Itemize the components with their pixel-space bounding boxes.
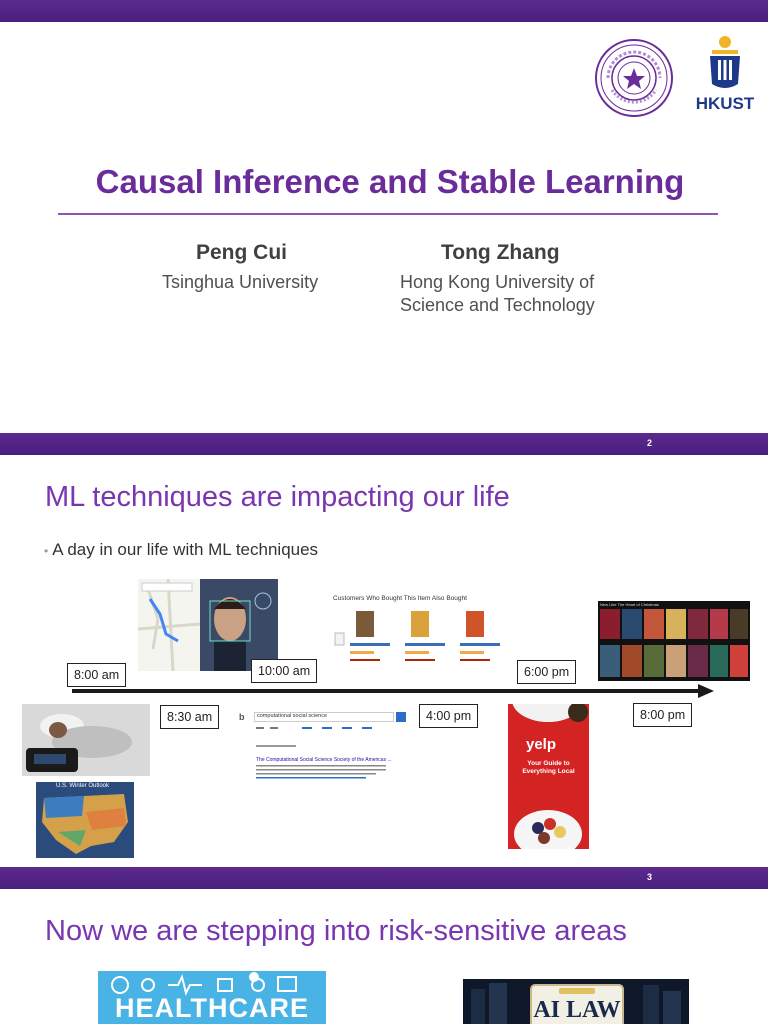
- yelp-tagline-1: Your Guide to: [527, 760, 570, 767]
- author-name-1: Peng Cui: [196, 241, 288, 264]
- author-affiliation-1: Tsinghua University: [162, 272, 319, 292]
- sleep-tracker-image: [22, 704, 150, 776]
- weather-outlook-map-image: [36, 782, 134, 858]
- amazon-header-text: Customers Who Bought This Item Also Bought: [333, 595, 467, 602]
- yelp-wordmark: yelp: [526, 736, 557, 753]
- time-label-600pm: 6:00 pm: [517, 660, 576, 684]
- yelp-tagline-2: Everything Local: [522, 768, 575, 775]
- slide-top-bar: [0, 0, 768, 22]
- time-label-400pm: 4:00 pm: [419, 704, 478, 728]
- bullet-icon: •: [44, 544, 49, 558]
- bing-logo-icon: b: [239, 712, 245, 722]
- author-affiliation-2-line2: Science and Technology: [400, 295, 595, 315]
- slide-title: [0, 0, 768, 433]
- slide-top-bar: [0, 867, 768, 889]
- hkust-logo: [690, 34, 760, 114]
- author-name-2: Tong Zhang: [441, 241, 560, 264]
- time-label-830am: 8:30 am: [160, 705, 219, 729]
- maps-face-recognition-image: [138, 579, 278, 671]
- timeline-axis: [72, 689, 700, 693]
- bing-search-image: [236, 709, 408, 785]
- presentation-title: Causal Inference and Stable Learning: [95, 163, 685, 200]
- ai-law-image: [463, 979, 689, 1024]
- bing-result-title: The Computational Social Science Society of the Americas ...: [256, 757, 392, 763]
- amazon-recommendations-image: [332, 589, 507, 679]
- weather-map-title: U.S. Winter Outlook: [56, 783, 110, 789]
- netflix-movies-image: [598, 601, 750, 681]
- time-label-800am: 8:00 am: [67, 663, 126, 687]
- bullet-point: [44, 540, 318, 560]
- tsinghua-seal-logo: [594, 38, 674, 118]
- slide-heading: ML techniques are impacting our life: [45, 481, 510, 513]
- author-affiliation-2-line1: Hong Kong University of: [400, 272, 595, 292]
- page-number: 2: [646, 438, 652, 448]
- page-number: 3: [646, 872, 652, 882]
- ai-law-label: AI LAW: [533, 997, 621, 1023]
- healthcare-label: HEALTHCARE: [115, 993, 309, 1023]
- healthcare-image: [98, 971, 326, 1024]
- slide-ml-impact: [0, 433, 768, 867]
- title-divider: [58, 213, 718, 215]
- netflix-row-title: New Like The Heart of Christmas: [600, 602, 659, 607]
- slide-risk-sensitive: [0, 867, 768, 1024]
- time-label-1000am: 10:00 am: [251, 659, 317, 683]
- time-label-800pm: 8:00 pm: [633, 703, 692, 727]
- hkust-wordmark: HKUST: [695, 94, 755, 113]
- slide-heading: Now we are stepping into risk-sensitive areas: [45, 915, 627, 947]
- slide-top-bar: [0, 433, 768, 455]
- bing-search-box: computational social science: [254, 712, 394, 722]
- timeline-arrow-icon: [698, 684, 714, 698]
- yelp-app-image: [508, 704, 589, 849]
- bullet-text: A day in our life with ML techniques: [52, 540, 319, 559]
